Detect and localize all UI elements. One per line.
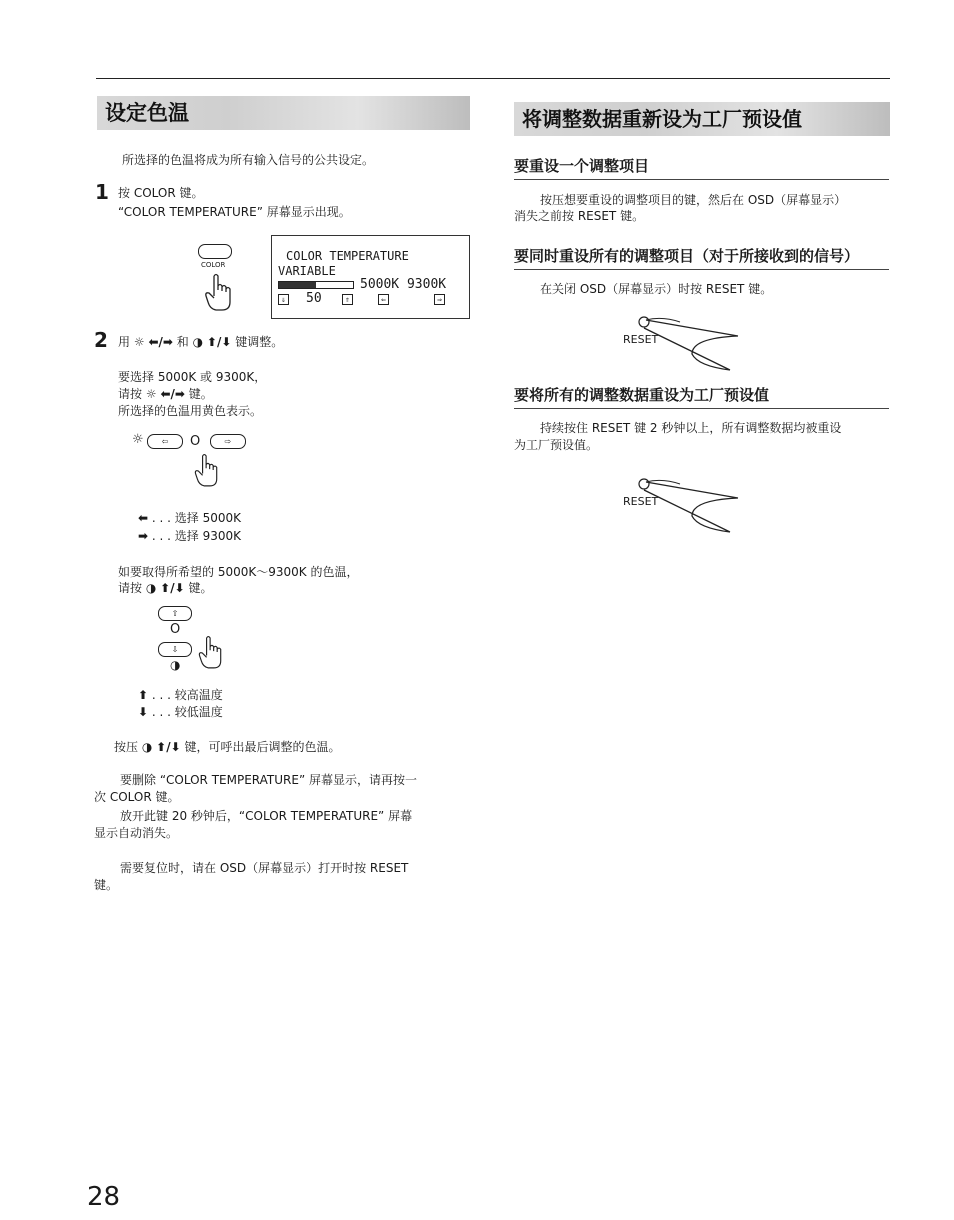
pressing-hand-icon (196, 632, 226, 672)
right-arrow-desc: . . . 选择 9300K (151, 529, 242, 543)
recall-a: 按压 (114, 740, 139, 754)
pressing-hand-icon (202, 272, 236, 312)
up-down-keys-illustration (158, 606, 248, 674)
right-heading: 将调整数据重新设为工厂预设值 (514, 102, 890, 136)
reset-label: RESET (623, 495, 659, 508)
left-arrow-desc-row (138, 509, 241, 527)
osd-value: 50 (306, 291, 322, 306)
brightness-icon: ☼ (145, 387, 157, 401)
up-arrow-icon: ⬆ (138, 688, 149, 702)
note2-line1: 放开此键 20 秒钟后，“COLOR TEMPERATURE” 屏幕 (120, 809, 413, 823)
intro-text: 所选择的色温将成为所有输入信号的公共设定。 (122, 153, 375, 167)
step-1-line2: “COLOR TEMPERATURE” 屏幕显示出现。 (118, 205, 351, 219)
osd-level-bar-fill (279, 282, 316, 288)
note1-line1: 要删除 “COLOR TEMPERATURE” 屏幕显示，请再按一 (120, 773, 417, 787)
note2-line2: 显示自动消失。 (94, 826, 179, 840)
step-1-line1: 按 COLOR 键。 (118, 186, 204, 200)
preset-line3: 所选择的色温用黄色表示。 (118, 404, 263, 418)
left-key-icon: ⇦ (147, 434, 183, 449)
preset-line2-b: 键。 (188, 387, 213, 401)
step-2-text-c: 键调整。 (235, 335, 284, 349)
contrast-icon: ◑ (170, 658, 181, 672)
osd-presets: 5000K 9300K (360, 277, 447, 292)
right-arrow-icon: ➡ (138, 529, 149, 543)
osd-down-icon: ⇓ (278, 294, 289, 305)
contrast-icon: ◑ (141, 740, 153, 754)
up-down-arrow-icon: ⬆/⬇ (156, 740, 181, 754)
down-arrow-desc: . . . 较低温度 (151, 705, 223, 719)
step-2-instruction (118, 333, 283, 351)
left-arrow-desc: . . . 选择 5000K (151, 511, 242, 525)
reset-illustration-2 (622, 470, 752, 536)
brightness-icon: ☼ (132, 432, 144, 447)
custom-line2 (118, 579, 213, 597)
custom-line2-a: 请按 (118, 581, 143, 595)
up-key-icon: ⇧ (158, 606, 192, 621)
preset-line2-a: 请按 (118, 387, 143, 401)
osd-level-bar (278, 281, 354, 289)
section3-line1: 持续按住 RESET 键 2 秒钟以上，所有调整数据均被重设 (540, 421, 842, 435)
osd-right-icon: ⇒ (434, 294, 445, 305)
step-2-text-b: 和 (176, 335, 189, 349)
brightness-icon: ☼ (133, 335, 145, 349)
down-arrow-icon: ⬇ (138, 705, 149, 719)
section1-title: 要重设一个调整项目 (514, 155, 889, 180)
left-right-arrow-icon: ⬅/➡ (148, 335, 173, 349)
right-key-icon: ⇨ (210, 434, 246, 449)
up-arrow-desc-row (138, 686, 223, 704)
step-2-text-a: 用 (118, 335, 131, 349)
pressing-hand-icon (192, 450, 222, 490)
up-down-arrow-icon: ⬆/⬇ (206, 335, 232, 349)
up-down-arrow-icon: ⬆/⬇ (160, 581, 185, 595)
section3-title: 要将所有的调整数据重设为工厂预设值 (514, 384, 889, 409)
down-arrow-desc-row (138, 703, 223, 721)
reset-illustration-1 (622, 308, 752, 374)
osd-title: COLOR TEMPERATURE (286, 249, 409, 263)
page-number: 28 (87, 1182, 121, 1212)
note3-line2: 键。 (94, 878, 119, 892)
osd-mode: VARIABLE (278, 264, 336, 278)
right-arrow-desc-row (138, 527, 241, 545)
step-1-number: 1 (95, 180, 109, 204)
osd-color-temperature-panel (271, 235, 470, 319)
color-key-illustration (196, 244, 244, 314)
up-arrow-desc: . . . 较高温度 (151, 688, 223, 702)
color-key-icon (198, 244, 232, 259)
section1-line1: 按压想要重设的调整项目的键，然后在 OSD（屏幕显示） (540, 193, 847, 207)
step-2-number: 2 (94, 328, 108, 352)
custom-line1: 如要取得所希望的 5000K～9300K 的色温， (118, 565, 359, 579)
section3-line2: 为工厂预设值。 (514, 438, 599, 452)
left-right-arrow-icon: ⬅/➡ (160, 387, 185, 401)
recall-line (114, 738, 341, 756)
left-right-keys-illustration (132, 434, 262, 494)
or-label: O (170, 622, 181, 637)
top-rule (96, 78, 890, 79)
section1-line2: 消失之前按 RESET 键。 (514, 209, 645, 223)
custom-line2-b: 键。 (188, 581, 213, 595)
section2-title: 要同时重设所有的调整项目（对于所接收到的信号） (514, 245, 889, 270)
note1-line2: 次 COLOR 键。 (94, 790, 180, 804)
left-arrow-icon: ⬅ (138, 511, 149, 525)
osd-left-icon: ⇐ (378, 294, 389, 305)
left-heading: 设定色温 (97, 96, 470, 130)
preset-line2 (118, 385, 213, 403)
recall-b: 键，可呼出最后调整的色温。 (184, 740, 341, 754)
contrast-icon: ◑ (192, 335, 204, 349)
osd-up-icon: ⇑ (342, 294, 353, 305)
reset-label: RESET (623, 333, 659, 346)
note3-line1: 需要复位时，请在 OSD（屏幕显示）打开时按 RESET (120, 861, 409, 875)
down-key-icon: ⇩ (158, 642, 192, 657)
color-key-label: COLOR (201, 261, 226, 269)
contrast-icon: ◑ (145, 581, 157, 595)
section2-line1: 在关闭 OSD（屏幕显示）时按 RESET 键。 (540, 282, 773, 296)
preset-line1: 要选择 5000K 或 9300K， (118, 370, 267, 384)
or-label: O (190, 434, 201, 449)
